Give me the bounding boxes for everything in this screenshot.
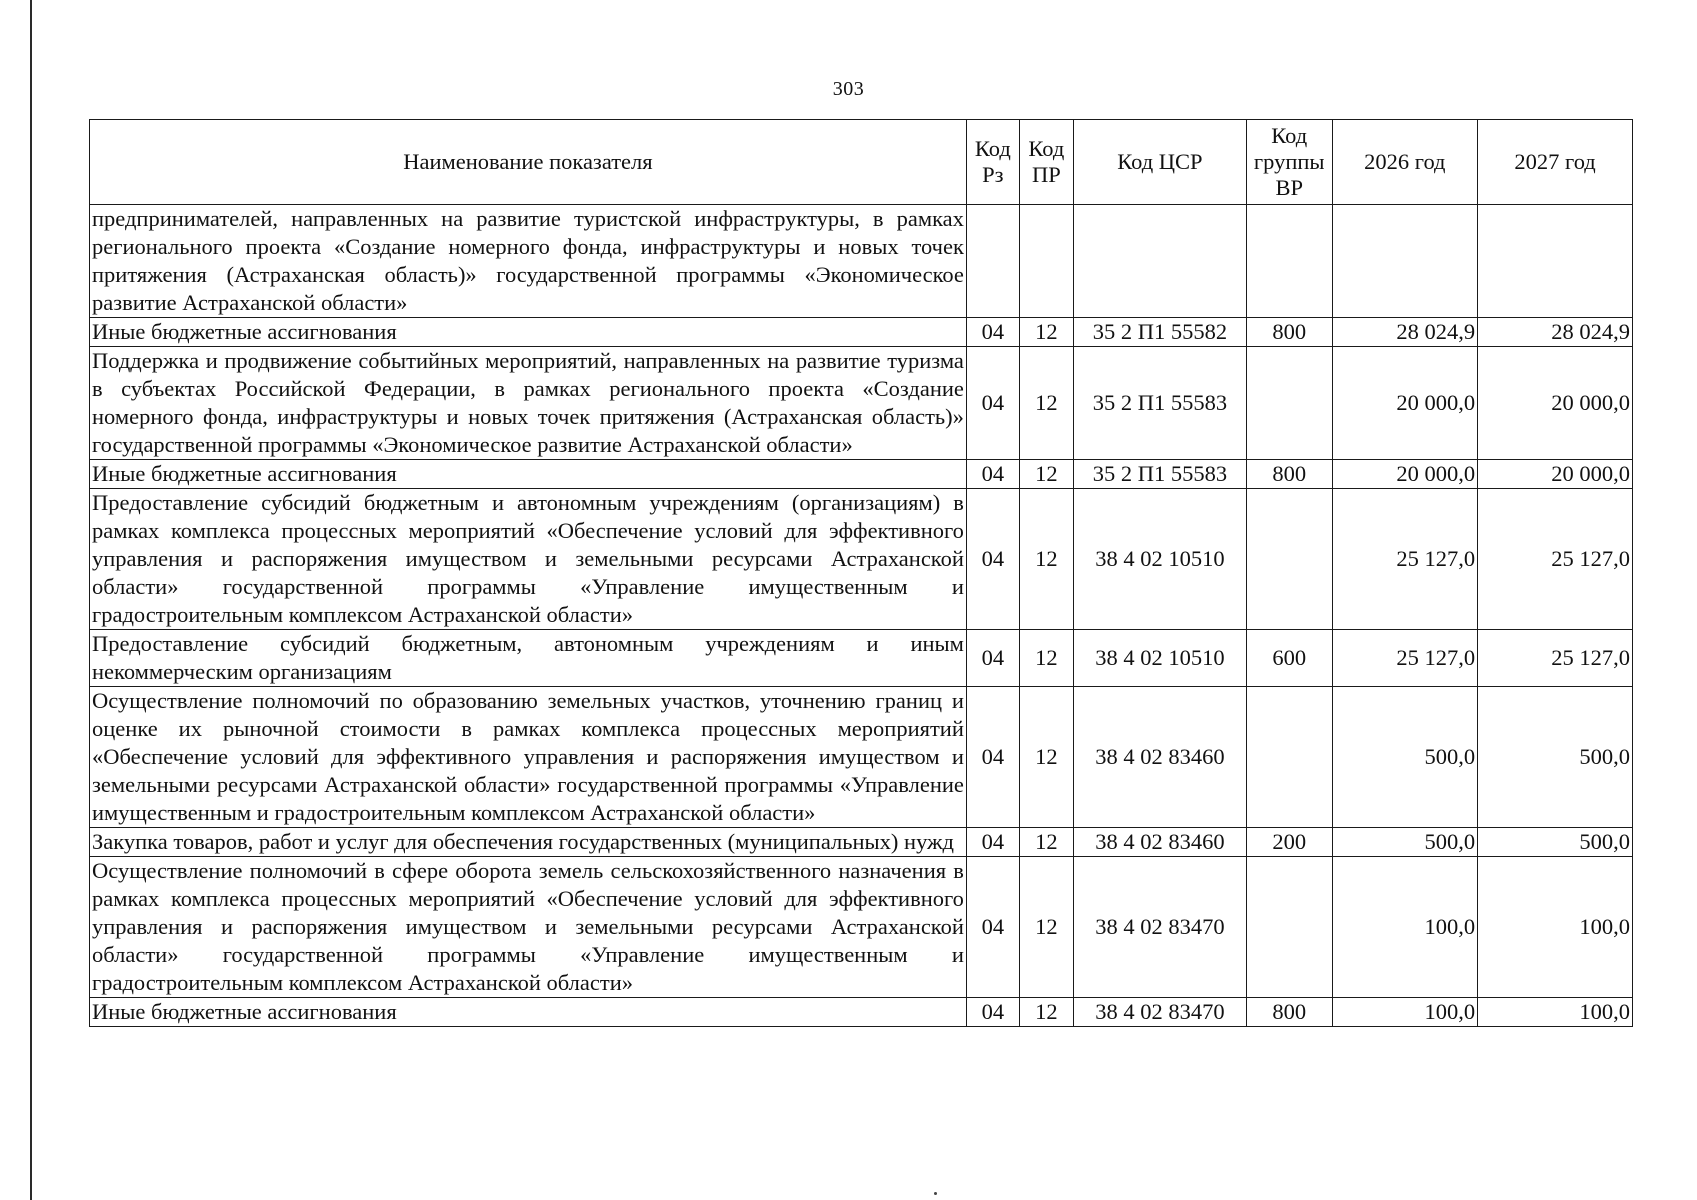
row-csr: 38 4 02 83470 (1073, 857, 1246, 998)
row-pr: 12 (1019, 998, 1073, 1027)
row-name: Осуществление полномочий по образованию земельных участков, уточнению границ и оценке их рыночной стоимости в рамках комплекса процессных мероприятий «Обеспечение условий для эффективного управления и распоряжения имуществом и земельными ресурсами Астраханской области» государственной программы «Управление имущественным и градостроительным комплексом Астраханской области» (90, 687, 967, 828)
row-2026: 25 127,0 (1332, 489, 1478, 630)
header-2027: 2027 год (1478, 120, 1633, 205)
row-vr: 200 (1246, 828, 1332, 857)
row-2027: 20 000,0 (1478, 347, 1633, 460)
row-rz: 04 (966, 489, 1019, 630)
row-2026 (1332, 205, 1478, 318)
row-rz: 04 (966, 318, 1019, 347)
row-pr: 12 (1019, 630, 1073, 687)
row-2026: 500,0 (1332, 828, 1478, 857)
row-csr: 38 4 02 83460 (1073, 828, 1246, 857)
row-2027: 20 000,0 (1478, 460, 1633, 489)
header-pr: Код ПР (1019, 120, 1073, 205)
header-name: Наименование показателя (90, 120, 967, 205)
row-rz: 04 (966, 998, 1019, 1027)
row-2027: 25 127,0 (1478, 489, 1633, 630)
row-vr (1246, 857, 1332, 998)
row-csr: 38 4 02 83460 (1073, 687, 1246, 828)
row-rz: 04 (966, 828, 1019, 857)
row-pr: 12 (1019, 857, 1073, 998)
row-name: Иные бюджетные ассигнования (90, 318, 967, 347)
row-rz: 04 (966, 460, 1019, 489)
row-name: Предоставление субсидий бюджетным и автономным учреждениям (организациям) в рамках комплекса процессных мероприятий «Обеспечение условий для эффективного управления и распоряжения имуществом и земельными ресурсами Астраханской области» государственной программы «Управление имущественным и градостроительным комплексом Астраханской области» (90, 489, 967, 630)
row-pr: 12 (1019, 460, 1073, 489)
row-pr: 12 (1019, 347, 1073, 460)
row-pr: 12 (1019, 687, 1073, 828)
row-name: Закупка товаров, работ и услуг для обеспечения государственных (муниципальных) нужд (90, 828, 967, 857)
row-name: Осуществление полномочий в сфере оборота земель сельскохозяйственного назначения в рамках комплекса процессных мероприятий «Обеспечение условий для эффективного управления и распоряжения имуществом и земельными ресурсами Астраханской области» государственной программы «Управление имущественным и градостроительным комплексом Астраханской области» (90, 857, 967, 998)
row-vr (1246, 489, 1332, 630)
row-vr: 800 (1246, 460, 1332, 489)
table-row (90, 857, 1633, 998)
row-rz: 04 (966, 630, 1019, 687)
row-vr (1246, 347, 1332, 460)
header-vr: Код группы ВР (1246, 120, 1332, 205)
row-csr (1073, 205, 1246, 318)
row-2026: 100,0 (1332, 857, 1478, 998)
row-vr: 600 (1246, 630, 1332, 687)
page-number: 303 (832, 78, 865, 100)
table-row (90, 828, 1633, 857)
row-2027: 500,0 (1478, 687, 1633, 828)
header-rz: Код Рз (966, 120, 1019, 205)
row-csr: 38 4 02 10510 (1073, 630, 1246, 687)
table-row (90, 347, 1633, 460)
row-2027: 500,0 (1478, 828, 1633, 857)
row-2027: 100,0 (1478, 857, 1633, 998)
row-vr: 800 (1246, 998, 1332, 1027)
row-csr: 35 2 П1 55583 (1073, 460, 1246, 489)
row-name: Иные бюджетные ассигнования (90, 460, 967, 489)
row-2026: 28 024,9 (1332, 318, 1478, 347)
row-vr (1246, 687, 1332, 828)
table-row (90, 489, 1633, 630)
scan-binding-edge (30, 0, 32, 1200)
row-csr: 38 4 02 83470 (1073, 998, 1246, 1027)
row-rz: 04 (966, 857, 1019, 998)
scan-speck (934, 1192, 937, 1195)
row-pr: 12 (1019, 489, 1073, 630)
header-row (90, 120, 1633, 205)
row-2027: 28 024,9 (1478, 318, 1633, 347)
table-header (90, 120, 1633, 205)
row-vr (1246, 205, 1332, 318)
header-csr: Код ЦСР (1073, 120, 1246, 205)
row-vr: 800 (1246, 318, 1332, 347)
row-2027 (1478, 205, 1633, 318)
row-2026: 20 000,0 (1332, 347, 1478, 460)
row-name: Поддержка и продвижение событийных мероприятий, направленных на развитие туризма в субъектах Российской Федерации, в рамках регионального проекта «Создание номерного фонда, инфраструктуры и новых точек притяжения (Астраханская область)» государственной программы «Экономическое развитие Астраханской области» (90, 347, 967, 460)
row-name: Иные бюджетные ассигнования (90, 998, 967, 1027)
row-name: Предоставление субсидий бюджетным, автономным учреждениям и иным некоммерческим организациям (90, 630, 967, 687)
row-2026: 20 000,0 (1332, 460, 1478, 489)
row-2026: 500,0 (1332, 687, 1478, 828)
row-rz: 04 (966, 347, 1019, 460)
row-pr (1019, 205, 1073, 318)
row-pr: 12 (1019, 828, 1073, 857)
row-rz (966, 205, 1019, 318)
row-csr: 35 2 П1 55583 (1073, 347, 1246, 460)
row-2026: 100,0 (1332, 998, 1478, 1027)
table-row (90, 687, 1633, 828)
row-2026: 25 127,0 (1332, 630, 1478, 687)
row-name: предпринимателей, направленных на развитие туристской инфраструктуры, в рамках регионального проекта «Создание номерного фонда, инфраструктуры и новых точек притяжения (Астраханская область)» государственной программы «Экономическое развитие Астраханской области» (90, 205, 967, 318)
row-2027: 100,0 (1478, 998, 1633, 1027)
budget-table (89, 119, 1633, 1027)
table-row (90, 998, 1633, 1027)
row-csr: 38 4 02 10510 (1073, 489, 1246, 630)
table-body (90, 205, 1633, 1027)
row-2027: 25 127,0 (1478, 630, 1633, 687)
header-2026: 2026 год (1332, 120, 1478, 205)
table-row (90, 318, 1633, 347)
row-pr: 12 (1019, 318, 1073, 347)
table-row (90, 460, 1633, 489)
row-rz: 04 (966, 687, 1019, 828)
table-row (90, 630, 1633, 687)
row-csr: 35 2 П1 55582 (1073, 318, 1246, 347)
table-row (90, 205, 1633, 318)
